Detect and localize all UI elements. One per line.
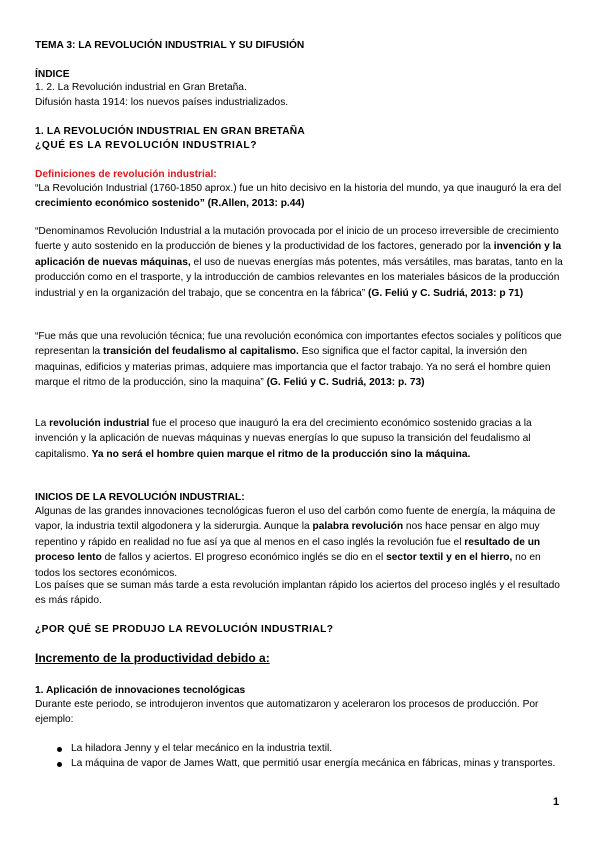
page-number: 1 <box>553 796 560 808</box>
quote-allen: “La Revolución Industrial (1760-1850 aprox.) fue un hito decisivo en la historia del mundo, ya que inauguró la era del crecimiento económico sostenido” (R.Allen, 2013: p.44) <box>35 183 562 210</box>
productividad-heading: Incremento de la productividad debido a: <box>35 651 270 665</box>
innovaciones-list <box>35 741 565 772</box>
list-item: La hiladora Jenny y el telar mecánico en la industria textil. <box>35 741 565 756</box>
index-item: 1. 2. La Revolución industrial en Gran Bretaña. <box>35 82 247 93</box>
index-item: Difusión hasta 1914: los nuevos países industrializados. <box>35 97 289 108</box>
section1-subheading: ¿QUÉ ES LA REVOLUCIÓN INDUSTRIAL? <box>35 140 258 151</box>
innovaciones-text: Durante este periodo, se introdujeron inventos que automatizaron y aceleraron los procesos de producción. Por ejemplo: <box>35 699 539 726</box>
definitions-heading: Definiciones de revolución industrial: <box>35 169 217 180</box>
quote-feliu-2: “Fue más que una revolución técnica; fue una revolución económica con importantes efectos sociales y políticos que representan la transición del feudalismo al capitalismo. Eso significa que el factor capital, la inversión den maquinas, edificios y materias primas, adquiere mas importancia que el factor trabajo. Ya no será el hombre quien marque el ritmo de la producción, sino la maquina” (G. Feliú y C. Sudriá, 2013: p. 73) <box>35 331 562 389</box>
inicios-paragraph: Algunas de las grandes innovaciones tecnológicas fueron el uso del carbón como fuente de energía, la máquina de vapor, la industria textil algodonera y la siderurgia. Aunque la palabra revolución nos hace pensar en algo muy repentino y rápido en realidad no fue así ya que al menos en el caso inglés la revolución fue el resultado de un proceso lento de fallos y aciertos. El progreso económico inglés se dio en el sector textil y en el hierro, no en todos los sectores económicos. <box>35 506 556 579</box>
innovaciones-subheading: 1. Aplicación de innovaciones tecnológicas <box>35 685 246 696</box>
quote-feliu-1: “Denominamos Revolución Industrial a la mutación provocada por el inicio de un proceso irreversible de crecimiento fuerte y auto sostenido en la producción de bienes y la productividad de los factores, generado por la invención y la aplicación de nuevas máquinas, el uso de nuevas energías más potentes, más versátiles, mas baratas, tanto en la producción como en el trasporte, y la introducción de cambios relevantes en los materiales básicos de la producción industrial y en la organización del trabajo, que se concentra en la fábrica” (G. Feliú y C. Sudriá, 2013: p 71) <box>35 226 563 299</box>
document-title: TEMA 3: LA REVOLUCIÓN INDUSTRIAL Y SU DIFUSIÓN <box>35 40 305 51</box>
inicios-heading: INICIOS DE LA REVOLUCIÓN INDUSTRIAL: <box>35 492 245 503</box>
index-heading: ÍNDICE <box>35 69 70 80</box>
porque-heading: ¿POR QUÉ SE PRODUJO LA REVOLUCIÓN INDUSTRIAL? <box>35 624 334 635</box>
definition-summary: La revolución industrial fue el proceso que inauguró la era del crecimiento económico sostenido gracias a la invención y la aplicación de nuevas máquinas y nuevas energías lo que supuso la transición del feudalismo al capitalismo. Ya no será el hombre quien marque el ritmo de la producción sino la máquina. <box>35 418 532 460</box>
list-item: La máquina de vapor de James Watt, que permitió usar energía mecánica en fábricas, minas y transportes. <box>35 756 565 771</box>
bullet-icon <box>57 747 62 752</box>
section1-heading: 1. LA REVOLUCIÓN INDUSTRIAL EN GRAN BRETAÑA <box>35 126 305 137</box>
bullet-icon <box>57 762 62 767</box>
inicios-paragraph-2: Los países que se suman más tarde a esta revolución implantan rápido los aciertos del proceso inglés y el resultado es más rápido. <box>35 580 560 607</box>
